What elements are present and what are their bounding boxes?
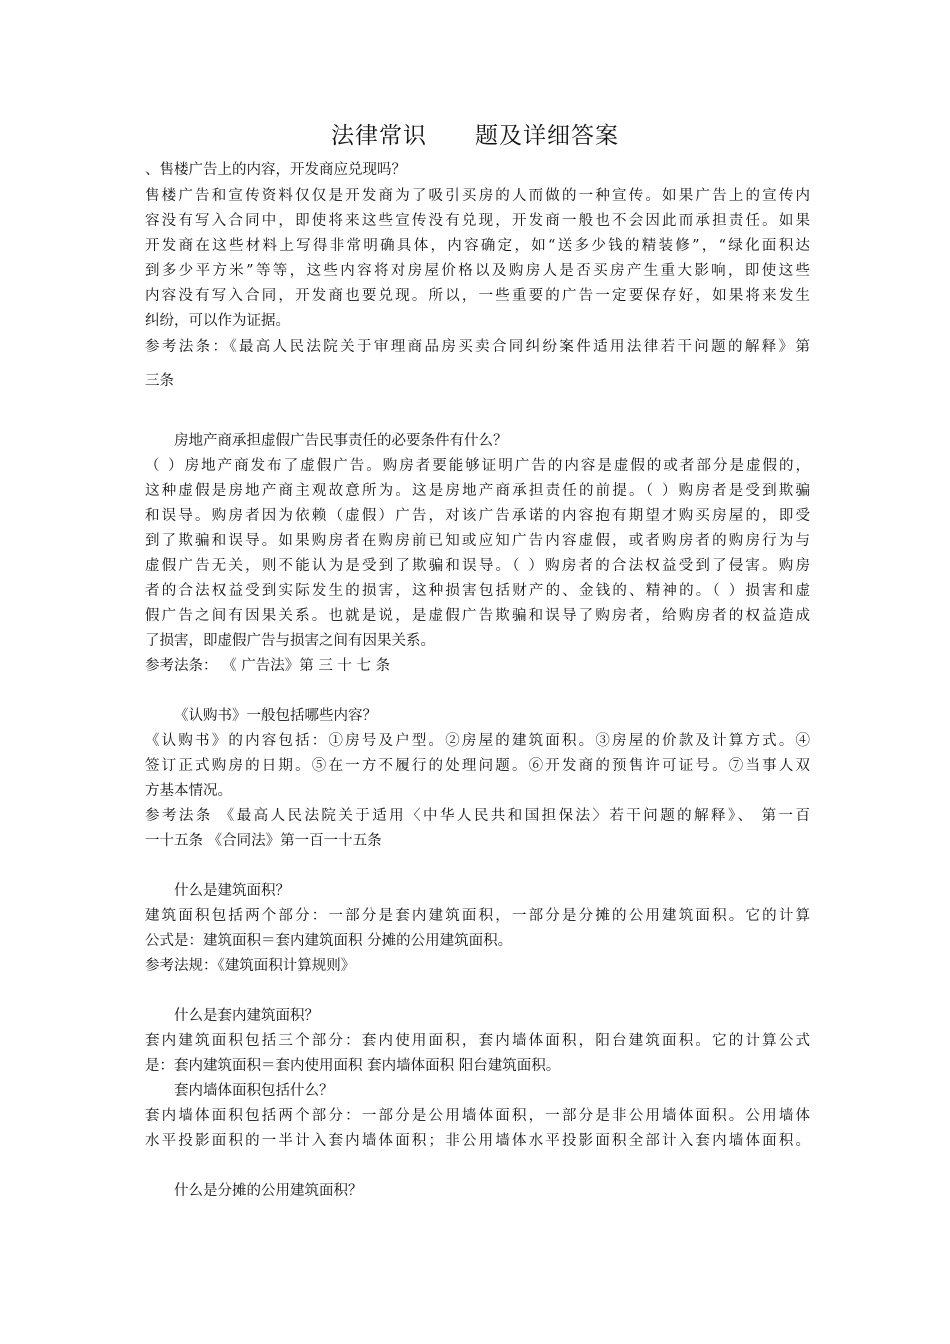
title-part-1: 法律常识: [331, 123, 427, 149]
text-line: 纠纷，可以作为证据。: [145, 313, 290, 329]
text-line: 签订正式购房的日期。⑤在一方不履行的处理问题。⑥开发商的预售许可证号。⑦当事人双: [145, 758, 810, 774]
text-line: 参考法条： 《 广告法》第 三 十 七 条: [145, 658, 391, 674]
text-line: 三条: [145, 373, 174, 389]
text-line: 这种虚假是房地产商主观故意所为。这是房地产商承担责任的前提。（ ）购房者是受到欺骗: [145, 483, 810, 499]
text-line: 方基本情况。: [145, 783, 232, 799]
title-part-2: 题及详细答案: [475, 123, 619, 149]
text-line: 、售楼广告上的内容，开发商应兑现吗？: [145, 162, 406, 178]
text-line: 水平投影面积的一半计入套内墙体面积；非公用墙体水平投影面积全部计入套内墙体面积。: [145, 1133, 810, 1149]
text-line: 公式是：建筑面积＝套内建筑面积 分摊的公用建筑面积。: [145, 933, 513, 949]
text-line: 什么是建筑面积？: [174, 883, 290, 899]
text-line: 套内墙体面积包括两个部分：一部分是公用墙体面积，一部分是非公用墙体面积。公用墙体: [145, 1108, 810, 1124]
text-line: 到了欺骗和误导。如果购房者在购房前已知或应知广告内容虚假，或者购房者的购房行为与: [145, 533, 810, 549]
text-line: 套内墙体面积包括什么？: [174, 1083, 334, 1099]
text-line: 建筑面积包括两个部分：一部分是套内建筑面积，一部分是分摊的公用建筑面积。它的计算: [145, 908, 810, 924]
text-line: 参考法规：《建筑面积计算规则》: [145, 958, 356, 974]
text-line: 开发商在这些材料上写得非常明确具体，内容确定，如“送多少钱的精装修”，“绿化面积达: [145, 238, 810, 254]
text-line: 售楼广告和宣传资料仅仅是开发商为了吸引买房的人而做的一种宣传。如果广告上的宣传内: [145, 188, 810, 204]
text-line: 是：套内建筑面积＝套内使用面积 套内墙体面积 阳台建筑面积。: [145, 1058, 561, 1074]
text-line: 一十五条 《合同法》第一百一十五条: [145, 833, 382, 849]
text-line: （ ）房地产商发布了虚假广告。购房者要能够证明广告的内容是虚假的或者部分是虚假的，: [145, 458, 810, 474]
text-line: 《认购书》一般包括哪些内容？: [174, 708, 377, 724]
text-line: 假广告之间有因果关系。也就是说，是虚假广告欺骗和误导了购房者，给购房者的权益造成: [145, 608, 810, 624]
text-line: 什么是套内建筑面积？: [174, 1008, 319, 1024]
text-line: 房地产商承担虚假广告民事责任的必要条件有什么？: [174, 433, 508, 449]
text-line: 到多少平方米”等等，这些内容将对房屋价格以及购房人是否买房产生重大影响，即使这些: [145, 263, 810, 279]
text-line: 什么是分摊的公用建筑面积？: [174, 1183, 363, 1199]
text-line: 虚假广告无关，则不能认为是受到了欺骗和误导。（ ）购房者的合法权益受到了侵害。购房: [145, 558, 810, 574]
text-line: 内容没有写入合同，开发商也要兑现。所以，一些重要的广告一定要保存好，如果将来发生: [145, 288, 810, 304]
text-line: 和误导。购房者因为依赖（虚假）广告，对该广告承诺的内容抱有期望才购买房屋的，即受: [145, 508, 810, 524]
text-line: 了损害，即虚假广告与损害之间有因果关系。: [145, 633, 435, 649]
document-title: [0, 117, 950, 150]
text-line: 《认购书》的内容包括：①房号及户型。②房屋的建筑面积。③房屋的价款及计算方式。④: [145, 733, 810, 749]
text-line: 参考法条 《最高人民法院关于适用〈中华人民共和国担保法〉若干问题的解释》、 第一百: [145, 808, 810, 824]
text-line: 参考法条：《最高人民法院关于审理商品房买卖合同纠纷案件适用法律若干问题的解释》第: [145, 339, 810, 355]
text-line: 容没有写入合同中，即使将来这些宣传没有兑现，开发商一般也不会因此而承担责任。如果: [145, 213, 810, 229]
text-line: 套内建筑面积包括三个部分：套内使用面积，套内墙体面积，阳台建筑面积。它的计算公式: [145, 1033, 810, 1049]
text-line: 者的合法权益受到实际发生的损害，这种损害包括财产的、金钱的、精神的。（ ）损害和虚: [145, 583, 810, 599]
